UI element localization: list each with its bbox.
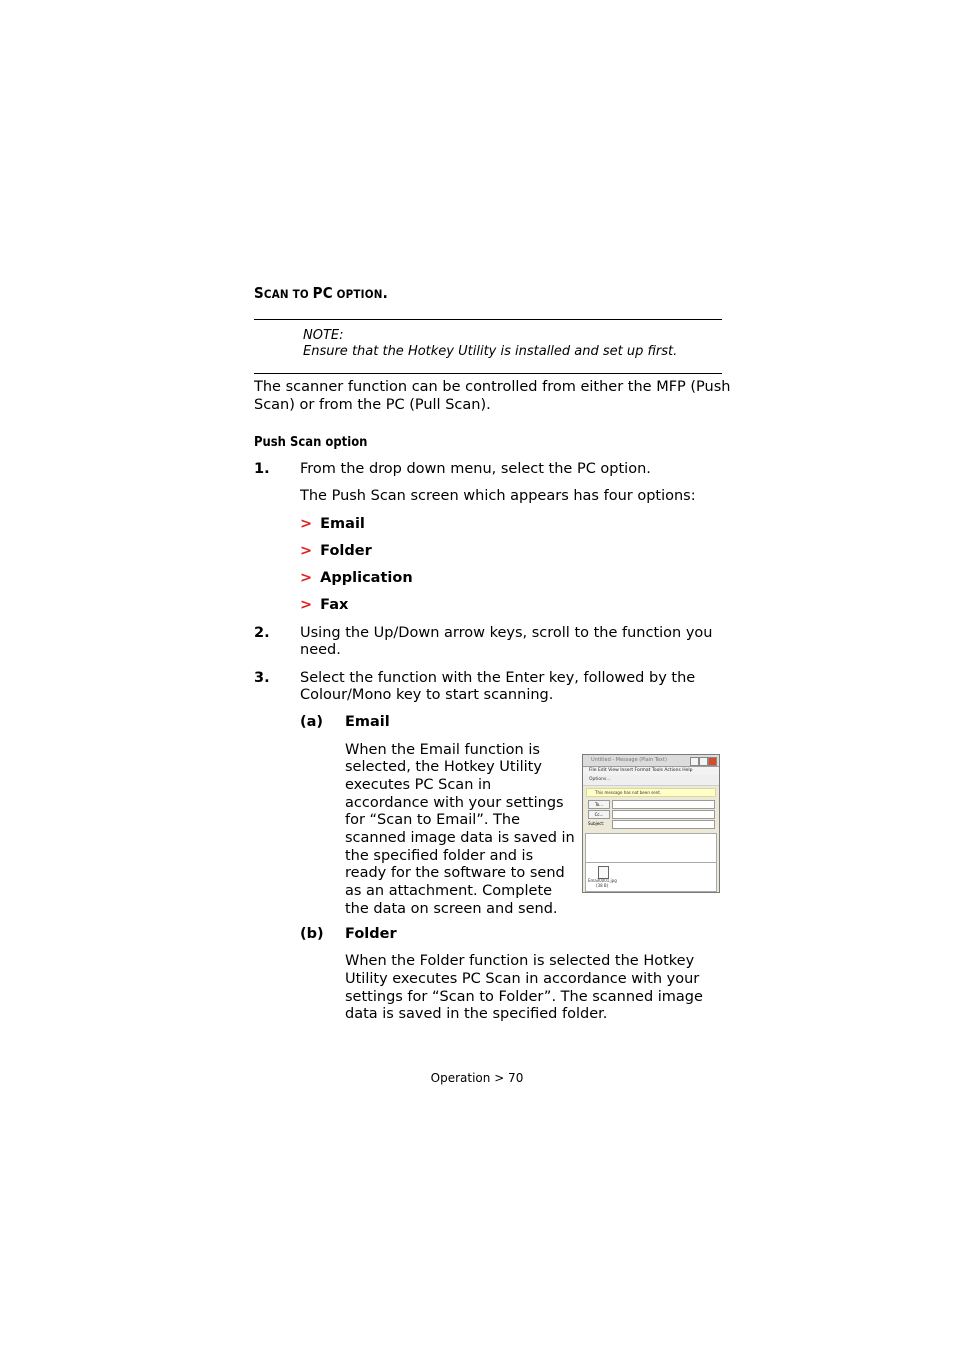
folder-desc-line: settings for “Scan to Folder”. The scanned image — [345, 989, 703, 1005]
step-text: need. — [300, 642, 341, 658]
email-desc-line: executes PC Scan in — [345, 777, 492, 793]
folder-desc-line: Utility executes PC Scan in accordance with your — [345, 971, 700, 987]
note-top-rule — [254, 319, 722, 320]
page-footer: Operation > 70 — [430, 1071, 524, 1085]
sub-label: (a) — [300, 714, 324, 730]
step-number: 2. — [254, 625, 270, 641]
folder-desc-line: data is saved in the specified folder. — [345, 1006, 608, 1022]
email-message-screenshot — [582, 754, 720, 893]
step-text: Using the Up/Down arrow keys, scroll to the function you — [300, 625, 713, 641]
section-heading: SCAN TO PC OPTION. — [254, 284, 388, 302]
options-intro: The Push Scan screen which appears has four options: — [300, 488, 696, 504]
option-item: > Folder — [300, 543, 372, 559]
step-number: 1. — [254, 461, 270, 477]
email-desc-line: selected, the Hotkey Utility — [345, 759, 542, 775]
push-scan-heading: Push Scan option — [254, 434, 368, 450]
email-desc-line: accordance with your settings — [345, 795, 564, 811]
message-body — [585, 833, 717, 863]
to-button: To... — [588, 800, 610, 809]
cc-row — [586, 809, 719, 819]
intro-line-2: Scan) or from the PC (Pull Scan). — [254, 397, 491, 413]
intro-line-1: The scanner function can be controlled from either the MFP (Push — [254, 379, 731, 395]
bullet-marker: > — [300, 570, 313, 586]
step-number: 3. — [254, 670, 270, 686]
info-bar: This message has not been sent. — [586, 788, 716, 797]
subject-label: Subject: — [588, 821, 605, 826]
email-desc-line: ready for the software to send — [345, 865, 565, 881]
note-bottom-rule — [254, 373, 722, 374]
note-label: NOTE: — [303, 328, 344, 343]
window-title: Untitled - Message (Plain Text) — [583, 755, 719, 767]
option-item: > Application — [300, 570, 413, 586]
attachment-area — [585, 862, 717, 892]
cc-field — [612, 810, 715, 819]
subject-field — [612, 820, 715, 829]
email-desc-line: for “Scan to Email”. The — [345, 812, 521, 828]
email-desc-line: When the Email function is — [345, 742, 540, 758]
to-row — [586, 799, 719, 809]
bullet-marker: > — [300, 516, 313, 532]
cc-button: Cc... — [588, 810, 610, 819]
maximize-icon — [699, 757, 708, 766]
bullet-marker: > — [300, 543, 313, 559]
menu-bar: File Edit View Insert Format Tools Actions Help — [583, 767, 719, 775]
bullet-marker: > — [300, 597, 313, 613]
step-text: Select the function with the Enter key, followed by the — [300, 670, 696, 686]
email-desc-line: scanned image data is saved in — [345, 830, 575, 846]
email-desc-line: the data on screen and send. — [345, 901, 558, 917]
folder-desc-line: When the Folder function is selected the Hotkey — [345, 953, 695, 969]
close-icon — [708, 757, 717, 766]
to-field — [612, 800, 715, 809]
subject-row — [586, 819, 719, 829]
option-item: > Email — [300, 516, 365, 532]
sub-label: (b) — [300, 926, 324, 942]
email-desc-line: as an attachment. Complete — [345, 883, 553, 899]
step-text: From the drop down menu, select the PC option. — [300, 461, 651, 477]
attachment-name: Email0001.jpg — [588, 878, 617, 883]
option-item: > Fax — [300, 597, 349, 613]
step-text: Colour/Mono key to start scanning. — [300, 687, 554, 703]
minimize-icon — [690, 757, 699, 766]
email-desc-line: the specified folder and is — [345, 848, 534, 864]
sub-title: Folder — [345, 926, 397, 942]
attachment-size: (38 B) — [596, 883, 609, 888]
sub-title: Email — [345, 714, 390, 730]
toolbar: Options... — [583, 775, 719, 786]
note-text: Ensure that the Hotkey Utility is installed and set up first. — [303, 344, 678, 359]
